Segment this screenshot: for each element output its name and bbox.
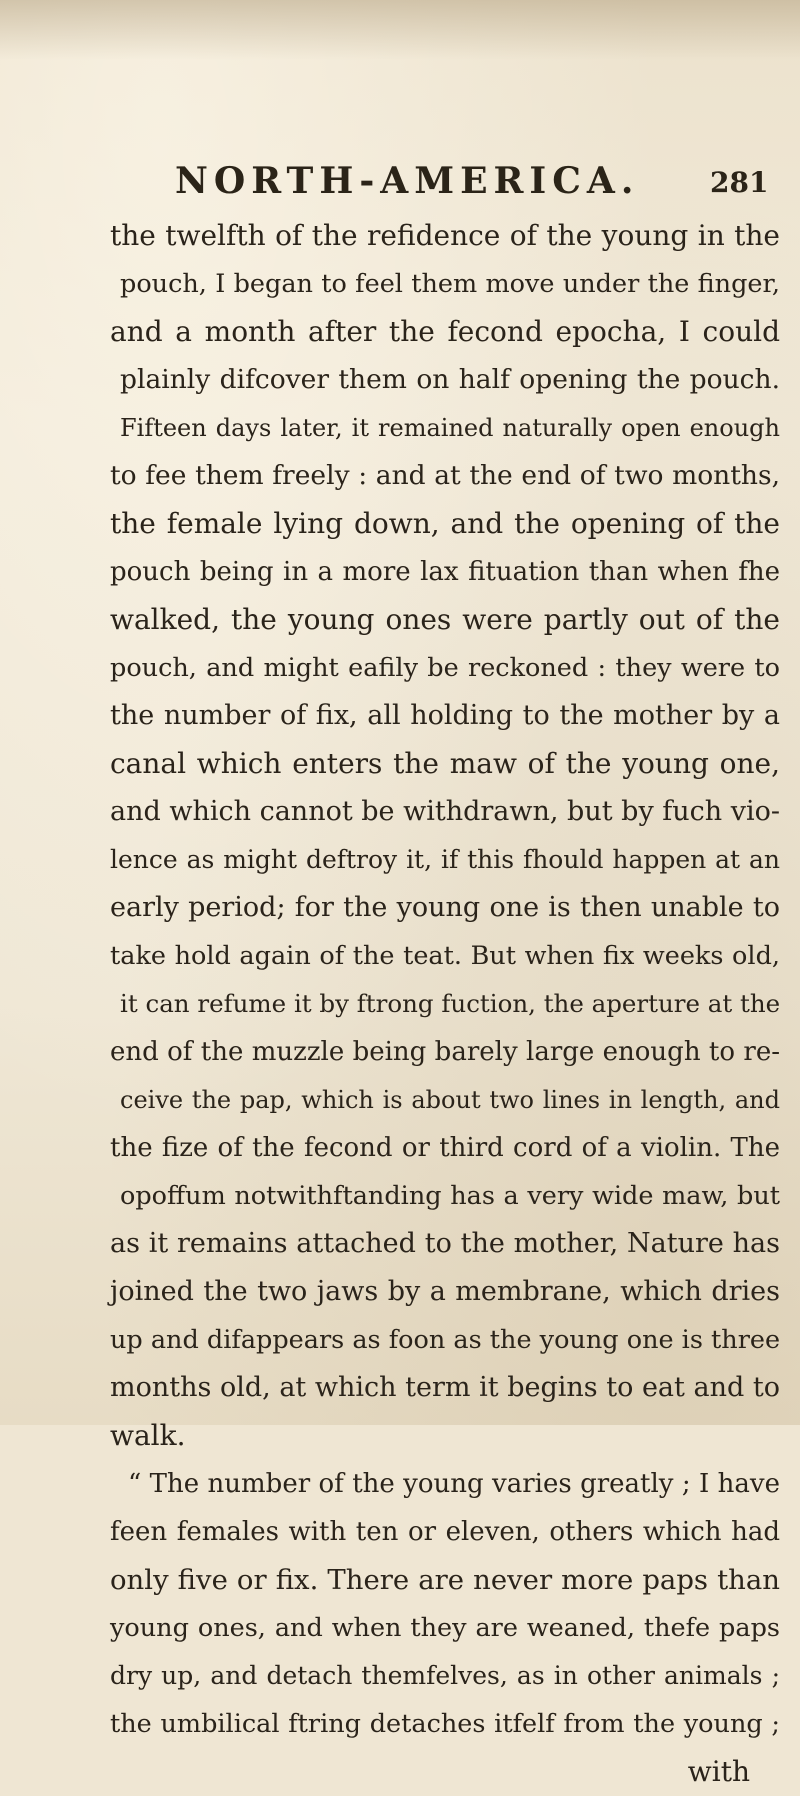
text-line: only five or fix. There are never more paps than (110, 1564, 780, 1596)
text-line: end of the muzzle being barely large enough to re- (110, 1037, 780, 1067)
text-line: joined the two jaws by a membrane, which dries (110, 1276, 780, 1307)
text-line: walked, the young ones were partly out of the (110, 603, 780, 636)
text-line: it can refume it by ftrong fuction, the aperture at the (120, 989, 781, 1018)
text-line: the female lying down, and the opening of the (110, 507, 780, 540)
text-line: dry up, and detach themfelves, as in other animals ; (110, 1661, 780, 1690)
text-line: as it remains attached to the mother, Nature has (110, 1228, 780, 1259)
text-line: the umbilical ftring detaches itfelf from the young ; (110, 1709, 780, 1739)
text-line: canal which enters the maw of the young one, (110, 747, 780, 780)
page-header (0, 160, 800, 210)
running-head: NORTH-AMERICA. (175, 160, 640, 202)
text-line: and a month after the fecond epocha, I could (110, 315, 780, 348)
text-line: the twelfth of the refidence of the young in the (110, 219, 780, 252)
text-line: up and difappears as foon as the young one is three (110, 1325, 781, 1355)
text-line: lence as might deftroy it, if this fhould happen at an (110, 845, 780, 874)
text-line: and which cannot be withdrawn, but by fuch vio- (110, 796, 781, 827)
body-text (110, 212, 780, 1796)
text-line: “ The number of the young varies greatly ; I have (128, 1469, 780, 1499)
catchword: with (687, 1755, 750, 1788)
text-line: feen females with ten or eleven, others which had (110, 1517, 780, 1547)
text-line: walk. (110, 1419, 186, 1452)
text-line: opoffum notwithftanding has a very wide maw, but (120, 1181, 780, 1211)
text-line: young ones, and when they are weaned, thefe paps (110, 1613, 780, 1643)
text-line: pouch being in a more lax fituation than when fhe (110, 557, 780, 587)
page-number: 281 (710, 166, 769, 199)
text-line: the number of fix, all holding to the mother by a (110, 700, 780, 731)
text-line: pouch, I began to feel them move under the finger, (120, 269, 780, 299)
text-line: ceive the pap, which is about two lines in length, and (120, 1086, 780, 1114)
text-line: to fee them freely : and at the end of two months, (110, 460, 780, 491)
text-line: pouch, and might eafily be reckoned : they were to (110, 653, 780, 683)
text-line: months old, at which term it begins to eat and to (110, 1372, 780, 1403)
text-line: the fize of the fecond or third cord of a violin. The (110, 1133, 780, 1163)
text-line: Fifteen days later, it remained naturally open enough (120, 414, 780, 442)
text-line: plainly difcover them on half opening the pouch. (120, 364, 780, 395)
text-line: early period; for the young one is then unable to (110, 892, 780, 923)
page-shadow (0, 0, 800, 60)
text-line: take hold again of the teat. But when fix weeks old, (110, 941, 780, 971)
